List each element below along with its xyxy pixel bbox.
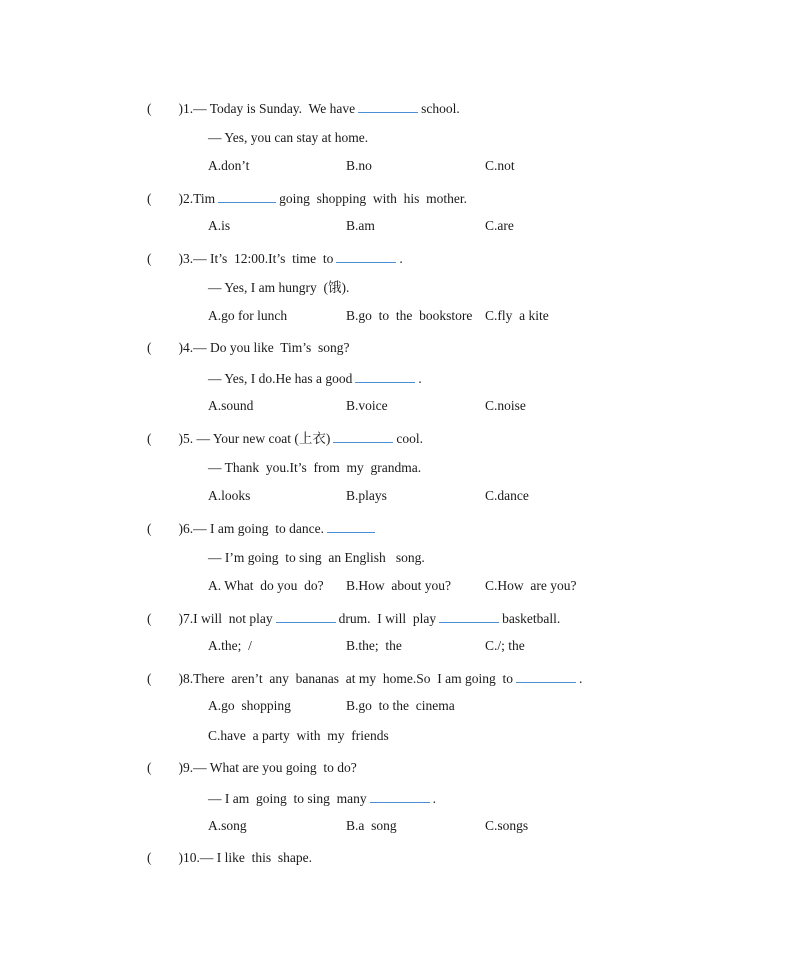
answer-parentheses[interactable]: ( ) [147, 191, 183, 206]
question-2 [147, 188, 467, 208]
option-b[interactable]: B.voice [346, 398, 388, 413]
question-1-reply [208, 128, 368, 148]
answer-blank[interactable] [370, 788, 430, 803]
question-number: 6. [183, 521, 194, 536]
option-a[interactable]: A. What do you do? [208, 578, 324, 593]
question-number: 1. [183, 101, 194, 116]
reply-text: — Yes, I do.He has a good [208, 371, 353, 386]
question-stem: — What are you going to do? [193, 760, 357, 775]
reply-text: — I’m going to sing an English song. [208, 550, 425, 565]
answer-parentheses[interactable]: ( ) [147, 431, 183, 446]
question-4 [147, 338, 350, 358]
option-b[interactable]: B.go to the bookstore [346, 308, 473, 323]
question-stem-mid: drum. I will play [338, 611, 437, 626]
question-number: 3. [183, 251, 194, 266]
answer-blank[interactable] [358, 98, 418, 113]
answer-parentheses[interactable]: ( ) [147, 101, 183, 116]
question-stem: — Do you like Tim’s song? [193, 340, 350, 355]
option-b[interactable]: B.go to the cinema [346, 698, 455, 713]
answer-parentheses[interactable]: ( ) [147, 251, 183, 266]
question-6 [147, 518, 378, 538]
option-b[interactable]: B.plays [346, 488, 387, 503]
option-a[interactable]: A.looks [208, 488, 251, 503]
option-c[interactable]: C.dance [485, 488, 529, 503]
option-c[interactable]: C.not [485, 158, 515, 173]
question-6-reply [208, 548, 425, 568]
question-1 [147, 98, 460, 118]
question-number: 5. [183, 431, 194, 446]
question-number: 8. [183, 671, 194, 686]
option-c[interactable]: C.are [485, 218, 514, 233]
question-stem-end: . [399, 251, 403, 266]
answer-blank-2[interactable] [439, 608, 499, 623]
question-stem: There aren’t any bananas at my home.So I am going to [193, 671, 514, 686]
question-stem-end: basketball. [502, 611, 561, 626]
option-b[interactable]: B.the; the [346, 638, 402, 653]
question-stem: — I like this shape. [199, 850, 312, 865]
reply-text: — Yes, I am hungry (饿). [208, 280, 350, 295]
reply-text: — Thank you.It’s from my grandma. [208, 460, 422, 475]
question-4-reply [208, 368, 422, 388]
question-5 [147, 428, 423, 448]
option-c[interactable]: C.have a party with my friends [208, 728, 389, 743]
option-b[interactable]: B.am [346, 218, 375, 233]
reply-text-end: . [418, 371, 422, 386]
reply-text: — Yes, you can stay at home. [208, 130, 369, 145]
question-stem-end: going shopping with his mother. [279, 191, 468, 206]
answer-parentheses[interactable]: ( ) [147, 611, 183, 626]
answer-blank[interactable] [333, 428, 393, 443]
answer-parentheses[interactable]: ( ) [147, 671, 183, 686]
answer-blank[interactable] [336, 248, 396, 263]
option-b[interactable]: B.How about you? [346, 578, 451, 593]
question-stem: — Your new coat (上衣) [193, 431, 331, 446]
answer-blank[interactable] [327, 518, 375, 533]
question-5-reply [208, 458, 421, 478]
question-number: 9. [183, 760, 194, 775]
option-c[interactable]: C.songs [485, 818, 529, 833]
question-10 [147, 848, 312, 868]
option-a[interactable]: A.is [208, 218, 231, 233]
question-stem-end: . [579, 671, 583, 686]
question-8 [147, 668, 582, 688]
question-3 [147, 248, 403, 268]
question-9-reply [208, 788, 436, 808]
question-stem: — It’s 12:00.It’s time to [193, 251, 334, 266]
question-stem: I will not play [193, 611, 273, 626]
question-number: 4. [183, 340, 194, 355]
option-c[interactable]: C.How are you? [485, 578, 577, 593]
answer-blank-1[interactable] [276, 608, 336, 623]
option-a[interactable]: A.go shopping [208, 698, 291, 713]
option-a[interactable]: A.the; / [208, 638, 252, 653]
answer-parentheses[interactable]: ( ) [147, 340, 183, 355]
answer-parentheses[interactable]: ( ) [147, 760, 183, 775]
question-stem-end: cool. [396, 431, 423, 446]
question-stem-end: school. [421, 101, 460, 116]
option-a[interactable]: A.don’t [208, 158, 250, 173]
option-a[interactable]: A.go for lunch [208, 308, 288, 323]
question-9 [147, 758, 357, 778]
question-7 [147, 608, 560, 628]
question-number: 7. [183, 611, 194, 626]
answer-blank[interactable] [516, 668, 576, 683]
answer-blank[interactable] [218, 188, 276, 203]
answer-parentheses[interactable]: ( ) [147, 850, 183, 865]
option-b[interactable]: B.no [346, 158, 372, 173]
question-3-reply [208, 278, 349, 298]
question-stem: Tim [193, 191, 216, 206]
option-c[interactable]: C.fly a kite [485, 308, 549, 323]
reply-text: — I am going to sing many [208, 791, 367, 806]
question-number: 2. [183, 191, 194, 206]
option-a[interactable]: A.sound [208, 398, 254, 413]
option-a[interactable]: A.song [208, 818, 247, 833]
question-stem: — Today is Sunday. We have [193, 101, 356, 116]
reply-text-end: . [432, 791, 436, 806]
answer-parentheses[interactable]: ( ) [147, 521, 183, 536]
question-stem: — I am going to dance. [193, 521, 324, 536]
option-c[interactable]: C./; the [485, 638, 525, 653]
answer-blank[interactable] [355, 368, 415, 383]
question-number: 10. [183, 850, 200, 865]
option-c[interactable]: C.noise [485, 398, 526, 413]
option-b[interactable]: B.a song [346, 818, 397, 833]
